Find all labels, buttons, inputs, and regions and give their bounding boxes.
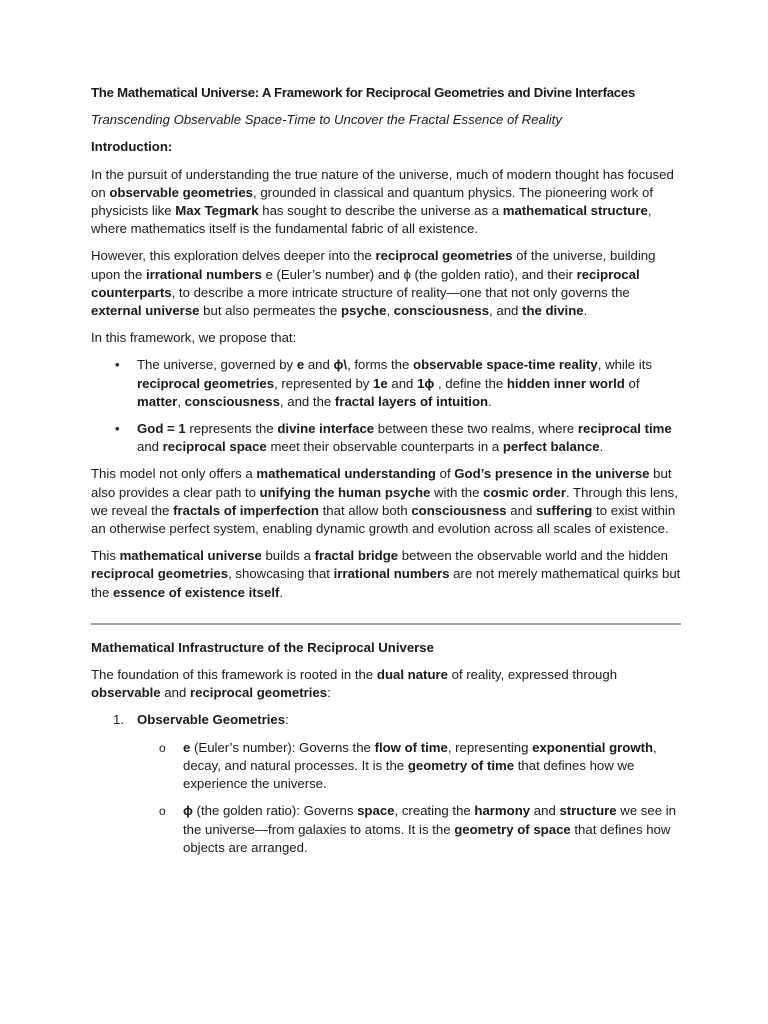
list-item: • God = 1 represents the divine interface between these two realms, where reciprocal time and reciprocal space meet their observable counterparts in a perfect balance. <box>115 421 672 455</box>
introduction-heading: Introduction: <box>91 139 173 155</box>
fractal-bridge-paragraph: This mathematical universe builds a fractal bridge between the observable world and the hidden reciprocal geometries, showcasing that irrational numbers are not merely mathematical quirks but the essence of existence itself. <box>91 548 681 600</box>
document-subtitle: Transcending Observable Space-Time to Uncover the Fractal Essence of Reality <box>91 112 562 128</box>
model-paragraph: This model not only offers a mathematical understanding of God’s presence in the universe but also provides a clear path to unifying the human psyche with the cosmic order. Through this lens, we reveal the fractals of imperfection that allow both consciousness and suffering to exist within an otherwise perfect system, enabling dynamic growth and evolution across all scales of existence. <box>91 466 678 537</box>
section-divider <box>91 623 681 625</box>
list-item: o e (Euler’s number): Governs the flow of time, representing exponential growth, decay, and natural processes. It is the geometry of time that defines how we experience the universe. <box>159 739 657 792</box>
numbered-item-observable-geometries: 1. Observable Geometries: <box>91 711 681 729</box>
circle-bullet-icon: o <box>159 804 166 819</box>
circle-bullet-icon: o <box>159 740 166 755</box>
list-number: 1. <box>113 712 124 728</box>
foundation-paragraph: The foundation of this framework is rooted in the dual nature of reality, expressed through observable and reciprocal geometries: <box>91 667 618 701</box>
framework-lead-in: In this framework, we propose that: <box>91 330 297 346</box>
bullet-icon: • <box>115 421 120 437</box>
document-title: The Mathematical Universe: A Framework for Reciprocal Geometries and Divine Interfaces <box>91 85 636 100</box>
proposal-bullet-list <box>91 356 681 456</box>
document-page <box>91 84 681 866</box>
intro-paragraph-2: However, this exploration delves deeper into the reciprocal geometries of the universe, building upon the irrational numbers e (Euler’s number) and ϕ (the golden ratio), and their reciprocal counterparts, to describe a more intricate structure of reality—one that not only governs the external universe but also permeates the psyche, consciousness, and the divine. <box>91 248 656 319</box>
list-item: o ϕ (the golden ratio): Governs space, creating the harmony and structure we see in the universe—from galaxies to atoms. It is the geometry of space that defines how objects are arranged. <box>159 803 677 855</box>
bullet-icon: • <box>115 357 120 373</box>
section-heading: Mathematical Infrastructure of the Reciprocal Universe <box>91 639 434 655</box>
list-item: • The universe, governed by e and ϕ\, forms the observable space-time reality, while its reciprocal geometries, represented by 1e and 1ϕ , define the hidden inner world of matter, consciousness, and the fractal layers of intuition. <box>115 357 652 409</box>
observable-geometries-sublist <box>91 739 681 857</box>
intro-paragraph-1: In the pursuit of understanding the true nature of the universe, much of modern thought has focused on observable geometries, grounded in classical and quantum physics. The pioneering work of physicists like Max Tegmark has sought to describe the universe as a mathematical structure, where mathematics itself is the fundamental fabric of all existence. <box>91 166 674 237</box>
